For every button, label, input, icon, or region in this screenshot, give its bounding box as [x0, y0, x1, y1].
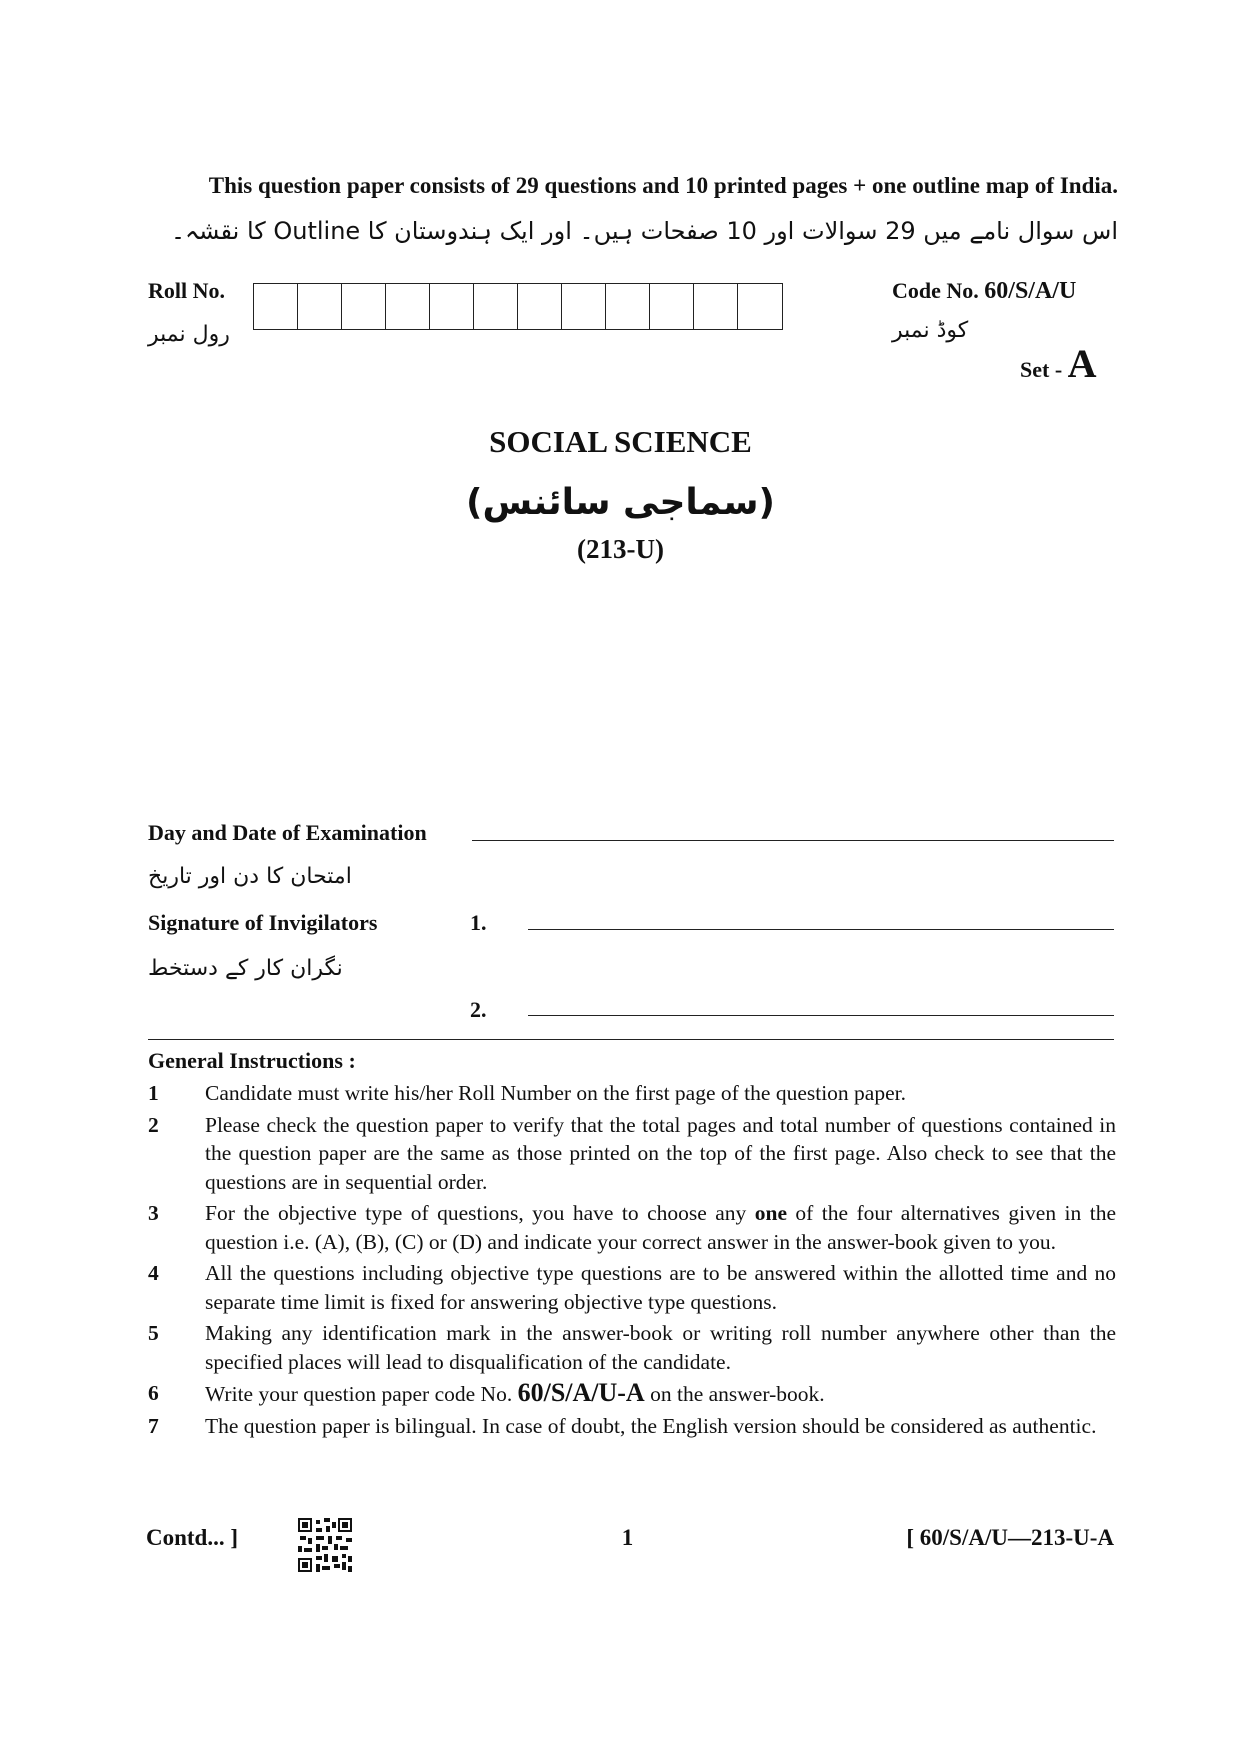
- exam-date-label-urdu: امتحان کا دن اور تاریخ: [148, 864, 352, 889]
- footer-paper-reference: [ 60/S/A/U—213-U-A: [906, 1525, 1114, 1550]
- signature-field-1[interactable]: [528, 929, 1114, 930]
- instruction-text: The question paper is bilingual. In case of doubt, the English version should be considered as authentic.: [205, 1413, 1097, 1438]
- instruction-text: [205, 1199, 1116, 1256]
- roll-box[interactable]: [738, 284, 782, 329]
- instruction-item: [148, 1412, 1116, 1441]
- roll-box[interactable]: [254, 284, 298, 329]
- instruction-text-part: For the objective type of questions, you have to choose any: [205, 1201, 755, 1225]
- instruction-text-part: Write your question paper code No.: [205, 1382, 518, 1406]
- invigilator-signature-label: Signature of Invigilators: [148, 910, 378, 935]
- roll-box[interactable]: [474, 284, 518, 329]
- signature-field-2[interactable]: [528, 1015, 1114, 1016]
- instruction-item: [148, 1379, 1116, 1409]
- set-value: A: [1067, 341, 1097, 386]
- set-label: Set -: [1020, 357, 1068, 382]
- instruction-item: [148, 1259, 1116, 1316]
- page-number: 1: [621, 1525, 634, 1550]
- set-indicator: [1020, 340, 1097, 387]
- roll-box[interactable]: [298, 284, 342, 329]
- signature-number-1: 1.: [470, 910, 487, 935]
- signature-number-2: 2.: [470, 997, 487, 1022]
- subject-title: SOCIAL SCIENCE: [489, 424, 752, 459]
- instruction-number: 4: [148, 1261, 159, 1285]
- instruction-number: 5: [148, 1321, 159, 1345]
- instruction-number: 2: [148, 1112, 159, 1137]
- instruction-text: All the questions including objective type questions are to be answered within the allotted time and no separate time limit is fixed for answering objective type questions.: [205, 1261, 1116, 1314]
- instruction-item: [148, 1111, 1116, 1197]
- instruction-text-part: of the four alternatives given in the question i.e. (A), (B), (C) or (D) and indicate your correct answer in the answer-book given to you.: [205, 1201, 1116, 1254]
- code-no-label-urdu: کوڈ نمبر: [892, 318, 969, 343]
- subject-code: (213-U): [577, 534, 664, 564]
- instruction-number: 6: [148, 1381, 159, 1405]
- instruction-number: 1: [148, 1081, 159, 1105]
- roll-box[interactable]: [430, 284, 474, 329]
- paper-code-emphasis: 60/S/A/U-A: [517, 1378, 645, 1407]
- roll-box[interactable]: [694, 284, 738, 329]
- roll-box[interactable]: [650, 284, 694, 329]
- section-divider: [148, 1039, 1114, 1040]
- roll-box[interactable]: [342, 284, 386, 329]
- roll-box[interactable]: [606, 284, 650, 329]
- footer-contd: Contd... ]: [146, 1525, 239, 1550]
- roll-number-boxes[interactable]: [253, 283, 783, 330]
- exam-date-field[interactable]: [472, 840, 1114, 841]
- header-urdu: اس سوال نامے میں 29 سوالات اور 10 صفحات ہیں۔ اور ایک ہندوستان کا Outline کا نقشہ۔: [170, 217, 1118, 245]
- instruction-item: [148, 1079, 1116, 1108]
- instruction-text: Making any identification mark in the answer-book or writing roll number anywhere other than the specified places will lead to disqualification of the candidate.: [205, 1321, 1116, 1374]
- instruction-text-part: on the answer-book.: [644, 1382, 825, 1406]
- instruction-text: Please check the question paper to verify that the total pages and total number of questions contained in the question paper are the same as those printed on the top of the first page. Also check to see that the questions are in sequential order.: [205, 1112, 1116, 1194]
- instructions-list: [148, 1079, 1116, 1443]
- roll-no-label-urdu: رول نمبر: [148, 322, 230, 347]
- exam-date-label: Day and Date of Examination: [148, 820, 427, 845]
- roll-box[interactable]: [562, 284, 606, 329]
- subject-title-urdu: (سماجی سائنس): [466, 482, 775, 523]
- code-no: [892, 278, 1076, 305]
- instruction-item: [148, 1319, 1116, 1376]
- instruction-item: [148, 1199, 1116, 1256]
- code-no-value: 60/S/A/U: [984, 278, 1077, 304]
- roll-no-label: Roll No.: [148, 278, 225, 303]
- instruction-text: [205, 1379, 1116, 1409]
- instructions-title: General Instructions :: [148, 1048, 356, 1073]
- instruction-emphasis: one: [754, 1201, 787, 1225]
- instruction-number: 3: [148, 1201, 159, 1225]
- roll-box[interactable]: [386, 284, 430, 329]
- instruction-text: Candidate must write his/her Roll Number on the first page of the question paper.: [205, 1081, 906, 1105]
- code-no-label: Code No.: [892, 278, 979, 303]
- header-english: This question paper consists of 29 questions and 10 printed pages + one outline map of India.: [208, 173, 1118, 198]
- roll-box[interactable]: [518, 284, 562, 329]
- instruction-number: 7: [148, 1413, 159, 1438]
- invigilator-signature-label-urdu: نگران کار کے دستخط: [148, 956, 343, 981]
